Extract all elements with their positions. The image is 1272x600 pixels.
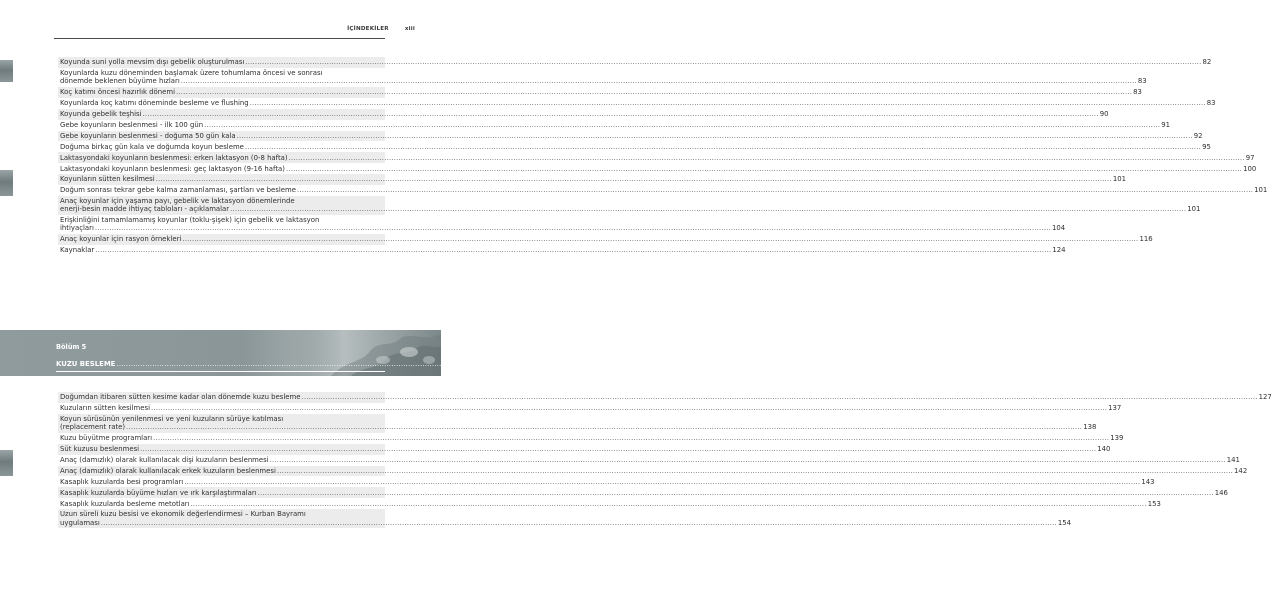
toc-entry-title: Anaç koyunlar için rasyon örnekleri: [60, 235, 182, 244]
chapter-banner: [0, 330, 441, 376]
toc-entry-page-number: 140: [1097, 445, 1111, 454]
dot-leader: ................................................................................................................................................................................................................................................................................................................................................................................................................: [285, 164, 1243, 173]
toc-entry[interactable]: [58, 455, 1240, 466]
toc-entry[interactable]: [58, 414, 1097, 433]
dot-leader: ................................................................................................................................................................................................................................................................................................................................................................................................................: [153, 434, 1110, 443]
toc-entry-page-number: 141: [1226, 455, 1240, 464]
toc-entry-title: Kasaplık kuzularda besi programları: [60, 477, 184, 486]
dot-leader: ................................................................................................................................................................................................................................................................................................................................................................................................................: [126, 423, 1083, 432]
toc-entry-page-number: 143: [1141, 477, 1155, 486]
toc-entry-page-number: 82: [1202, 58, 1212, 67]
toc-entry-page-number: 116: [1139, 235, 1153, 244]
toc-entry[interactable]: [58, 403, 1122, 414]
dot-leader: ................................................................................................................................................................................................................................................................................................................................................................................................................: [190, 499, 1147, 508]
dot-leader: ................................................................................................................................................................................................................................................................................................................................................................................................................: [142, 110, 1099, 119]
toc-entry-page-number: 138: [1083, 423, 1097, 432]
toc-entry-title: Koyun sürüsünün yenilenmesi ve yeni kuzuların sürüye katılması: [60, 415, 284, 424]
toc-entry[interactable]: [58, 68, 1147, 87]
toc-entry-title: Erişkinliğini tamamlamamış koyunlar (toklu-şişek) için gebelik ve laktasyon: [60, 216, 320, 225]
dot-leader: ................................................................................................................................................................................................................................................................................................................................................................................................................: [140, 445, 1097, 454]
dot-leader: ................................................................................................................................................................................................................................................................................................................................................................................................................: [184, 477, 1141, 486]
toc-entry-title: Koyunda suni yolla mevsim dışı gebelik oluşturulması: [60, 58, 245, 67]
chapter-title-row[interactable]: [56, 360, 629, 368]
toc-entry-page-number: 146: [1214, 488, 1228, 497]
toc-entry[interactable]: [58, 476, 1155, 487]
toc-entry-page-number: 127: [1258, 393, 1272, 402]
toc-entry[interactable]: [58, 109, 1109, 120]
toc-entry[interactable]: [58, 466, 1248, 477]
toc-entry-title: enerji-besin madde ihtiyaç tabloları - açıklamalar: [60, 205, 230, 214]
toc-entry-page-number: 101: [1254, 186, 1268, 195]
dot-leader: ................................................................................................................................................................................................................................................................................................................................................................................................................: [95, 246, 1052, 255]
toc-entry-page-number: 83: [1133, 88, 1142, 97]
toc-entry-page-number: 137: [1108, 404, 1122, 413]
toc-entry-page-number: 101: [1187, 205, 1201, 214]
dot-leader: ................................................................................................................................................................................................................................................................................................................................................................................................................: [155, 175, 1112, 184]
chapter-page-number: 127: [614, 360, 629, 368]
toc-entry[interactable]: [58, 196, 1201, 215]
toc-entry-title: Laktasyondaki koyunların beslenmesi: geç laktasyon (9-16 hafta): [60, 164, 285, 173]
toc-entry-title: Kasaplık kuzularda besleme metotları: [60, 499, 190, 508]
toc-entry-page-number: 101: [1112, 175, 1126, 184]
dot-leader: ................................................................................................................................................................................................................................................................................................................................................................................................................: [257, 488, 1214, 497]
toc-entry-title: uygulaması: [60, 518, 100, 527]
header-rule: [54, 38, 385, 39]
toc-entry-title: Doğumdan itibaren sütten kesime kadar olan dönemde kuzu besleme: [60, 393, 301, 402]
dot-leader: ................................................................................................................................................................................................................................................................................................................................................................................................................: [230, 205, 1187, 214]
toc-entry-title: Anaç (damızlık) olarak kullanılacak erkek kuzuların beslenmesi: [60, 466, 276, 475]
dot-leader: ................................................................................................................................................................................................................................................................................................................................................................................................................: [176, 88, 1133, 97]
toc-entry[interactable]: [58, 174, 1126, 185]
toc-entry-page-number: 90: [1099, 110, 1109, 119]
toc-entry[interactable]: [58, 392, 1272, 403]
dot-leader: ................................................................................................................................................................................................................................................................................................................................................................................................................: [204, 120, 1161, 129]
toc-entry-page-number: 124: [1052, 246, 1066, 255]
toc-entry-title: Kuzu büyütme programları: [60, 434, 153, 443]
toc-entry-title: (replacement rate): [60, 423, 126, 432]
toc-entry-title: ihtiyaçları: [60, 224, 94, 233]
toc-entry[interactable]: [58, 215, 1066, 234]
dot-leader: ................................................................................................................................................................................................................................................................................................................................................................................................................: [244, 142, 1202, 151]
toc-entry[interactable]: [58, 98, 1216, 109]
toc-entry-title: Koyunda gebelik teşhisi: [60, 110, 142, 119]
toc-list-bottom: [58, 392, 1272, 528]
running-header-page: xiii: [404, 26, 415, 32]
toc-entry[interactable]: [58, 131, 1203, 142]
dot-leader: ................................................................................................................................................................................................................................................................................................................................................................................................................: [180, 77, 1137, 86]
toc-entry[interactable]: [58, 433, 1124, 444]
dot-leader: ................................................................................................................................................................................................................................................................................................................................................................................................................: [249, 99, 1206, 108]
toc-entry-page-number: 92: [1193, 131, 1203, 140]
chapter-rule: [56, 371, 385, 372]
toc-entry-title: Laktasyondaki koyunların beslenmesi: erken laktasyon (0-8 hafta): [60, 153, 288, 162]
toc-entry[interactable]: [58, 152, 1255, 163]
dot-leader: ................................................................................................................................................................................................................................................................................................................................................................................................................: [276, 466, 1234, 475]
toc-entry-title: Doğum sonrası tekrar gebe kalma zamanlaması, şartları ve besleme: [60, 186, 296, 195]
toc-entry-title: Süt kuzusu beslenmesi: [60, 445, 140, 454]
dot-leader: ................................................................................................................................................................................................................................................................................................................................................................................................................: [151, 404, 1108, 413]
chapter-title: KUZU BESLEME: [56, 360, 116, 368]
toc-entry[interactable]: [58, 234, 1153, 245]
toc-entry-title: Gebe koyunların beslenmesi - ilk 100 gün: [60, 120, 204, 129]
toc-list-top: [58, 57, 1268, 256]
toc-entry-title: dönemde beklenen büyüme hızları: [60, 77, 180, 86]
toc-entry-title: Kasaplık kuzularda büyüme hızları ve ırk karşılaştırmaları: [60, 488, 257, 497]
toc-entry-page-number: 83: [1137, 77, 1147, 86]
toc-entry[interactable]: [58, 509, 1072, 528]
toc-entry-title: Doğuma birkaç gün kala ve doğumda koyun besleme: [60, 142, 244, 151]
toc-entry-title: Koyunların sütten kesilmesi: [60, 175, 155, 184]
dot-leader: ................................................................................................................................................................................................................................................................................................................................................................................................................: [269, 455, 1226, 464]
toc-entry-page-number: 97: [1245, 153, 1255, 162]
toc-entry[interactable]: [58, 141, 1211, 152]
dot-leader: ................................................................................................................................................................................................................................................................................................................................................................................................................: [245, 58, 1202, 67]
toc-entry-title: Kuzuların sütten kesilmesi: [60, 404, 150, 413]
toc-entry-title: Uzun süreli kuzu besisi ve ekonomik değerlendirmesi – Kurban Bayramı: [60, 510, 306, 519]
dot-leader: ................................................................................................................................................................................................................................................................................................................................................................................................................: [288, 153, 1245, 162]
toc-entry-page-number: 83: [1206, 99, 1216, 108]
toc-entry-title: Koç katımı öncesi hazırlık dönemi: [60, 88, 175, 97]
toc-entry[interactable]: [58, 444, 1111, 455]
dot-leader: ................................................................................................................................................................................................................................................................................................................................................................................................................: [296, 186, 1254, 195]
dot-leader: ................................................................................................................................................................................................................................................................................................................................................................................................................: [94, 224, 1052, 233]
toc-entry-page-number: 142: [1234, 466, 1248, 475]
dot-leader: ................................................................................................................................................................................................................................................................................................................................................................................................................: [182, 235, 1139, 244]
toc-entry-page-number: 139: [1110, 434, 1124, 443]
toc-entry[interactable]: [58, 120, 1171, 131]
toc-entry-title: Anaç (damızlık) olarak kullanılacak dişi kuzuların beslenmesi: [60, 455, 269, 464]
toc-entry-title: Anaç koyunlar için yaşama payı, gebelik ve laktasyon dönemlerinde: [60, 197, 295, 206]
toc-entry-page-number: 91: [1161, 120, 1171, 129]
toc-entry-title: Kaynaklar: [60, 246, 95, 255]
thumb-tab: [0, 170, 13, 196]
toc-entry[interactable]: [58, 487, 1228, 498]
thumb-tab: [0, 450, 13, 476]
toc-entry-page-number: 95: [1202, 142, 1211, 151]
toc-entry[interactable]: [58, 57, 1212, 68]
toc-entry-title: Gebe koyunların beslenmesi - doğuma 50 gün kala: [60, 131, 236, 140]
thumb-tab: [0, 60, 13, 82]
running-header: [347, 26, 415, 32]
banner-photo-texture: [291, 330, 441, 376]
dot-leader: ................................................................................................................................................................................................................: [116, 360, 614, 368]
chapter-label: Bölüm 5: [56, 343, 87, 351]
dot-leader: ................................................................................................................................................................................................................................................................................................................................................................................................................: [100, 518, 1057, 527]
toc-entry[interactable]: [58, 245, 1066, 256]
toc-entry-title: Koyunlarda kuzu döneminden başlamak üzere tohumlama öncesi ve sonrası: [60, 69, 323, 78]
dot-leader: ................................................................................................................................................................................................................................................................................................................................................................................................................: [236, 131, 1193, 140]
toc-entry[interactable]: [58, 87, 1142, 98]
toc-entry[interactable]: [58, 163, 1257, 174]
running-header-title: İÇİNDEKİLER: [347, 26, 389, 32]
dot-leader: ................................................................................................................................................................................................................................................................................................................................................................................................................: [301, 393, 1258, 402]
toc-entry-page-number: 100: [1243, 164, 1257, 173]
toc-entry-page-number: 153: [1147, 499, 1161, 508]
toc-entry-page-number: 104: [1052, 224, 1066, 233]
toc-entry[interactable]: [58, 185, 1268, 196]
toc-entry-page-number: 154: [1057, 518, 1072, 527]
toc-entry-title: Koyunlarda koç katımı döneminde besleme ve flushing: [60, 99, 249, 108]
toc-entry[interactable]: [58, 498, 1161, 509]
